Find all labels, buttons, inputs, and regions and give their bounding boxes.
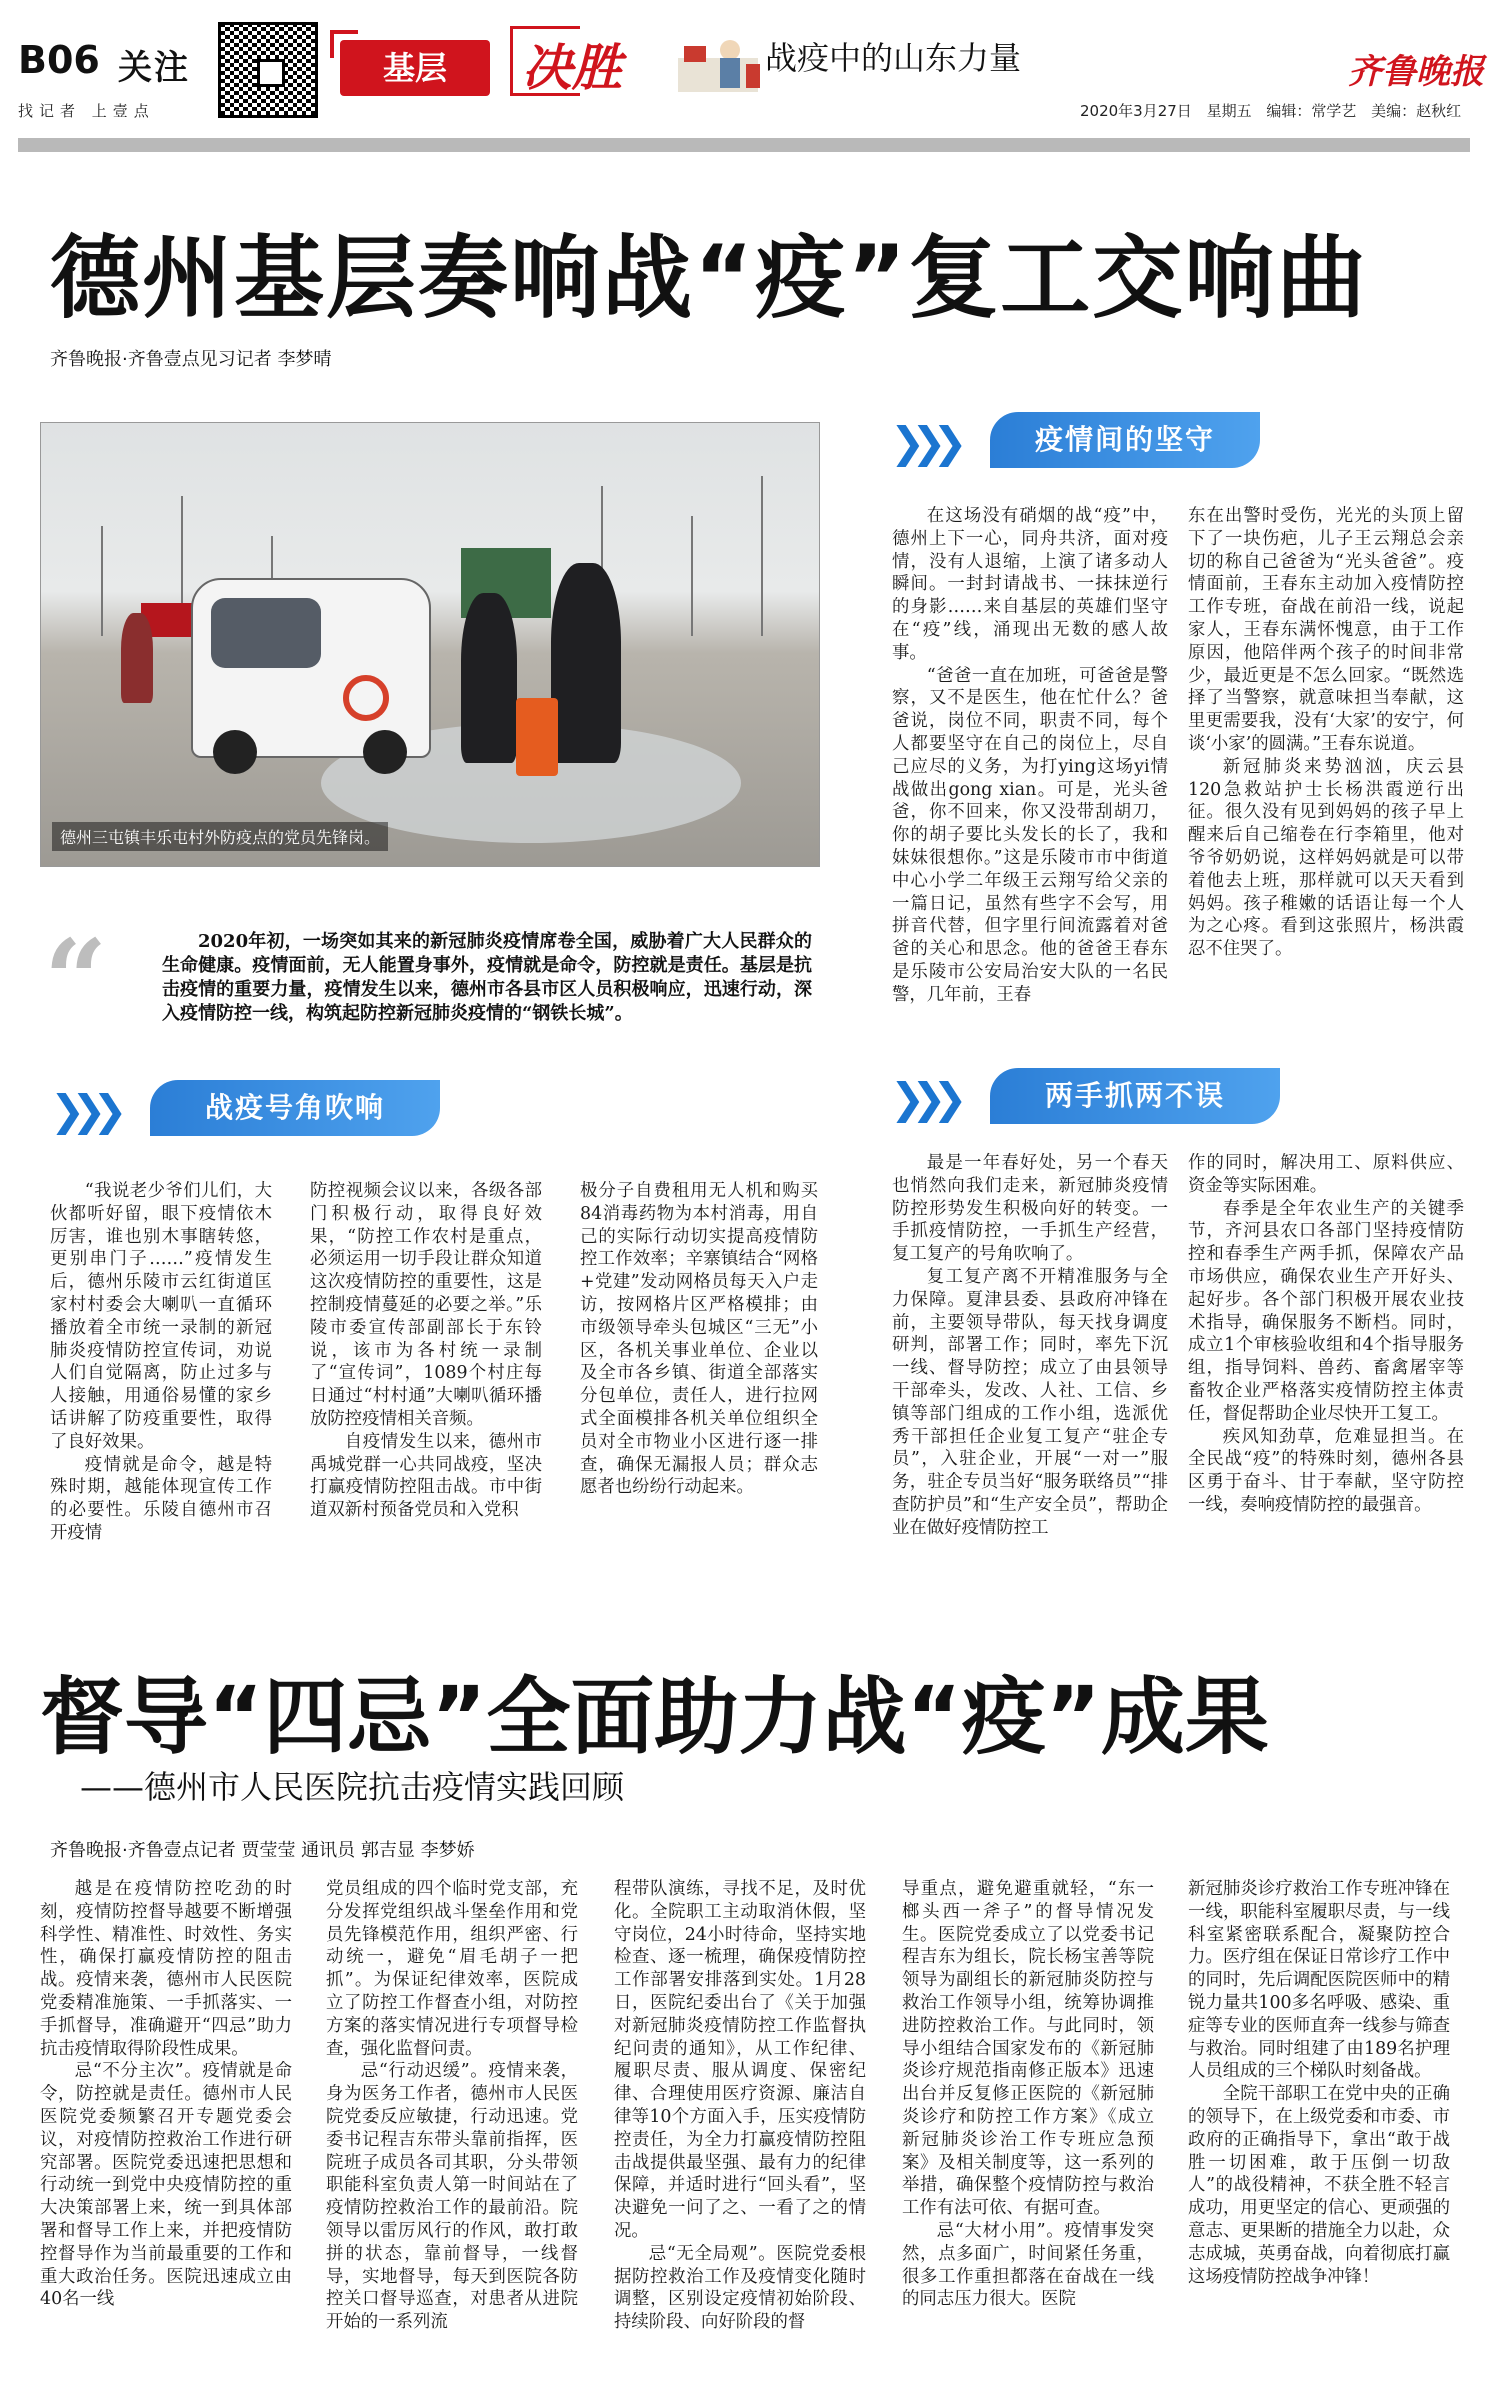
article-1-column — [50, 1180, 272, 1555]
paragraph: 忌“大材小用”。疫情事发突然，点多面广，时间紧任务重，很多工作重担都落在奋战在一线的同志压力很大。医院 — [902, 2220, 1154, 2310]
section-head-2-label: 战疫号角吹响 — [150, 1080, 440, 1136]
header-divider — [18, 138, 1470, 152]
article-2-column — [614, 1878, 866, 2373]
section-label: 关注 — [118, 48, 190, 88]
section-head-3-label: 两手抓两不误 — [990, 1068, 1280, 1124]
article-1-column — [892, 1152, 1168, 1557]
article-2-column — [40, 1878, 292, 2373]
article-2-column — [326, 1878, 578, 2373]
newspaper-brand: 齐鲁晚报 — [1348, 52, 1484, 92]
paragraph: 作的同时，解决用工、原料供应、资金等实际困难。 — [1188, 1153, 1464, 1196]
article-1-column — [1188, 1152, 1464, 1557]
paragraph: 忌“不分主次”。疫情就是命令，防控就是责任。德州市人民医院党委频繁召开专题党委会议，对疫情防控救治工作进行研究部署。医院党委迅速把思想和行动统一到党中央疫情防控的重大决策部署上来，统一到具体部署和督导工作上来，并把疫情防控督导作为当前最重要的工作和重大政治任务。医院迅速成立由40名一线 — [40, 2061, 292, 2310]
chevron-right-icon: ❯❯❯ — [890, 418, 954, 467]
article-2-headline: 督导“四忌”全面助力战“疫”成果 — [40, 1668, 1269, 1766]
issue-info: 2020年3月27日 星期五 编辑：常学艺 美编：赵秋红 — [1080, 102, 1462, 120]
banner-title: 战疫中的山东力量 — [765, 39, 1022, 77]
paragraph: 自疫情发生以来，德州市禹城党群一心共同战疫，坚决打赢疫情防控阻击战。市中街道双新村预备党员和入党积 — [310, 1431, 542, 1521]
paragraph: 最是一年春好处，另一个春天也悄然向我们走来，新冠肺炎疫情防控形势发生积极向好的转变。一手抓疫情防控，一手抓生产经营，复工复产的号角吹响了。 — [892, 1153, 1168, 1265]
paragraph: 全院干部职工在党中央的正确的领导下，在上级党委和市委、市政府的正确指导下，拿出“敢于战胜一切困难，敢于压倒一切敌人”的战役精神，不获全胜不轻言成功，用更坚定的信心、更顽强的意志、更果断的措施全力以赴，众志成城，英勇奋战，向着彻底打赢这场疫情防控战争冲锋！ — [1188, 2084, 1450, 2287]
banner-illustration-icon — [670, 28, 770, 98]
article-1-headline: 德州基层奏响战“疫”复工交响曲 — [50, 226, 1369, 331]
page-number: B06 — [18, 38, 100, 82]
qr-code-icon[interactable] — [218, 22, 318, 118]
article-2-column — [1188, 1878, 1450, 2373]
quote-mark-icon: “ — [44, 915, 108, 1044]
paragraph: “我说老少爷们儿们，大伙都听好留，眼下疫情依木厉害，谁也别木事瞎转悠，更别串门子……”疫情发生后，德州乐陵市云红街道匡家村村委会大喇叭一直循环播放着全市统一录制的新冠肺炎疫情防控宣传词，劝说人们自觉隔离，防止过多与人接触，用通俗易懂的家乡话讲解了防疫重要性，取得了良好效果。 — [50, 1181, 272, 1452]
article-1-column — [310, 1180, 542, 1555]
paragraph: 防控视频会议以来，各级各部门积极行动，取得良好效果，“防控工作农村是重点，必须运用一切手段让群众知道这次疫情防控的重要性，这是控制疫情蔓延的必要之举。”乐陵市委宣传部副部长于东铃说，该市为各村统一录制了“宣传词”，1089个村庄每日通过“村村通”大喇叭循环播放防控疫情相关音频。 — [310, 1181, 542, 1429]
paragraph: 忌“行动迟缓”。疫情来袭，身为医务工作者，德州市人民医院党委反应敏捷，行动迅速。党委书记程吉东带头靠前指挥，医院班子成员各司其职，分头带领职能科室负责人第一时间站在了疫情防控救治工作的最前沿。院领导以雷厉风行的作风，敢打敢拼的状态，靠前督导，一线督导，实地督导，每天到医院各防控关口督导巡查，对患者从进院开始的一系列流 — [326, 2061, 578, 2333]
paragraph: 东在出警时受伤，光光的头顶上留下了一块伤疤，儿子王云翔总会亲切的称自己爸爸为“光头爸爸”。疫情面前，王春东主动加入疫情防控工作专班，奋战在前沿一线，说起家人，王春东满怀愧意，由于工作原因，他陪伴两个孩子的时间非常少，最近更是不怎么回家。“既然选择了当警察，就意味担当奉献，这里更需要我，没有‘大家’的安宁，何谈‘小家’的圆满。”王春东说道。 — [1188, 506, 1464, 754]
paragraph: 在这场没有硝烟的战“疫”中，德州上下一心，同舟共济，面对疫情，没有人退缩，上演了诸多动人瞬间。一封封请战书、一抹抹逆行的身影……来自基层的英雄们坚守在“疫”线，涌现出无数的感人故事。 — [892, 506, 1168, 663]
paragraph: 程带队演练，寻找不足，及时优化。全院职工主动取消休假，坚守岗位，24小时待命，坚持实地检查、逐一梳理，确保疫情防控工作部署安排落到实处。1月28日，医院纪委出台了《关于加强对新冠肺炎疫情防控工作监督执纪问责的通知》，从工作纪律、履职尽责、服从调度、保密纪律、合理使用医疗资源、廉洁自律等10个方面入手，压实疫情防控责任，为全力打赢疫情防控阻击战提供最坚强、最有力的纪律保障，并适时进行“回头看”，坚决避免一问了之、一看了之的情况。 — [614, 1879, 866, 2241]
article-1-intro: 2020年初，一场突如其来的新冠肺炎疫情席卷全国，威胁着广大人民群众的生命健康。疫情面前，无人能置身事外，疫情就是命令，防控就是责任。基层是抗击疫情的重要力量，疫情发生以来，德州市各县市区人员积极响应，迅速行动，深入疫情防控一线，构筑起防控新冠肺炎疫情的“钢铁长城”。 — [162, 931, 812, 1024]
article-1-column — [1188, 505, 1464, 1020]
article-1-column — [580, 1180, 818, 1555]
article-2-subtitle: ——德州市人民医院抗击疫情实践回顾 — [80, 1768, 625, 1806]
paragraph: 新冠肺炎来势汹汹，庆云县120急救站护士长杨洪霞逆行出征。很久没有见到妈妈的孩子早上醒来后自己缩卷在行李箱里，他对爷爷奶奶说，这样妈妈就是可以带着他去上班，那样就可以天天看到妈妈。孩子稚嫩的话语让每一个人为之心疼。看到这张照片，杨洪霞忍不住哭了。 — [1188, 756, 1464, 960]
section-subtitle: 找记者 上壹点 — [18, 102, 155, 120]
article-1-column — [892, 505, 1168, 1020]
article-2-byline: 齐鲁晚报·齐鲁壹点记者 贾莹莹 通讯员 郭吉显 李梦娇 — [50, 1840, 475, 1861]
paragraph: 忌“无全局观”。医院党委根据防控救治工作及疫情变化随时调整，区别设定疫情初始阶段、持续阶段、向好阶段的督 — [614, 2243, 866, 2333]
paragraph: 疾风知劲草，危难显担当。在全民战“疫”的特殊时刻，德州各县区勇于奋斗、甘于奉献，坚守防控一线，奏响疫情防控的最强音。 — [1188, 1426, 1464, 1515]
chevron-right-icon: ❯❯❯ — [50, 1086, 114, 1135]
section-head-2 — [50, 1080, 450, 1136]
paragraph: 极分子自费租用无人机和购买84消毒药物为本村消毒，用自己的实际行动切实提高疫情防控工作效率；辛寨镇结合“网格+党建”发动网格员每天入户走访，按网格片区严格模排；由市级领导牵头包城区“三无”小区，各机关事业单位、企业以及全市各乡镇、街道全部落实分包单位，责任人，进行拉网式全面模排各机关单位组织全员对全市物业小区进行逐一排查，确保无漏报人员；群众志愿者也纷纷行动起来。 — [580, 1181, 818, 1498]
chevron-right-icon: ❯❯❯ — [890, 1074, 954, 1123]
photo-caption: 德州三屯镇丰乐屯村外防疫点的党员先锋岗。 — [52, 822, 388, 851]
column-badge: 基层 — [340, 40, 490, 96]
article-1-byline: 齐鲁晚报·齐鲁壹点见习记者 李梦晴 — [50, 349, 332, 370]
paragraph: 春季是全年农业生产的关键季节，齐河县农口各部门坚持疫情防控和春季生产两手抓，保障农产品市场供应，确保农业生产开好头、起好步。各个部门积极开展农业技术指导，确保服务不断档。同时，成立1个审核验收组和4个指导服务组，指导饲料、兽药、畜禽屠宰等畜牧企业严格落实疫情防控主体责任，督促帮助企业尽快开工复工。 — [1188, 1198, 1464, 1424]
paragraph: 复工复产离不开精准服务与全力保障。夏津县委、县政府冲锋在前，主要领导带队，每天找身调度研判，部署工作；同时，率先下沉一线、督导防控；成立了由县领导干部牵头，发改、人社、工信、乡镇等部门组成的工作小组，选派优秀干部担任企业复工复产“驻企专员”，入驻企业，开展“一对一”服务，驻企专员当好“服务联络员”“排查防护员”和“生产安全员”，帮助企业在做好疫情防控工 — [892, 1266, 1168, 1538]
article-2-column — [902, 1878, 1154, 2373]
paragraph: “爸爸一直在加班，可爸爸是警察，又不是医生，他在忙什么？爸爸说，岗位不同，职责不同，每个人都要坚守在自己的岗位上，尽自己应尽的义务，为打ying这场yi情战做出gong xian。可是，光头爸爸，你不回来，你又没带刮胡刀，你的胡子要比头发长的长了，我和妹妹很想你。”这是乐陵市市中街道中心小学二年级王云翔写给父亲的一篇日记，虽然有些字不会写，用拼音代替，但字里行间流露着对爸爸的关心和思念。他的爸爸王春东是乐陵市公安局治安大队的一名民警，几年前，王春 — [892, 665, 1168, 1005]
logo-mark: 决胜 — [522, 38, 622, 97]
paragraph: 越是在疫情防控吃劲的时刻，疫情防控督导越要不断增强科学性、精准性、时效性、务实性，确保打赢疫情防控的阻击战。疫情来袭，德州市人民医院党委精准施策、一手抓落实、一手抓督导，准确避开“四忌”助力抗击疫情取得阶段性成果。 — [40, 1879, 292, 2059]
section-head-3 — [890, 1068, 1290, 1124]
article-1-photo — [40, 422, 820, 867]
section-head-1 — [890, 412, 1270, 468]
paragraph: 新冠肺炎诊疗救治工作专班冲锋在一线，职能科室履职尽责，与一线科室紧密联系配合，凝聚防控合力。医疗组在保证日常诊疗工作中的同时，先后调配医院医师中的精锐力量共100多名呼吸、感染、重症等专业的医师直奔一线参与筛查与救治。同时组建了由189名护理人员组成的三个梯队时刻备战。 — [1188, 1879, 1450, 2082]
section-head-1-label: 疫情间的坚守 — [990, 412, 1260, 468]
paragraph: 导重点，避免避重就轻，“东一榔头西一斧子”的督导情况发生。医院党委成立了以党委书记程吉东为组长，院长杨宝善等院领导为副组长的新冠肺炎防控与救治工作领导小组，统筹协调推进防控救治工作。与此同时，领导小组结合国家发布的《新冠肺炎诊疗规范指南修正版本》迅速出台并反复修正医院的《新冠肺炎诊疗和防控工作方案》《成立新冠肺炎诊治工作专班应急预案》及相关制度等，这一系列的举措，确保整个疫情防控与救治工作有法可依、有据可查。 — [902, 1879, 1154, 2219]
paragraph: 疫情就是命令，越是特殊时期，越能体现宣传工作的必要性。乐陵自德州市召开疫情 — [50, 1454, 272, 1543]
paragraph: 党员组成的四个临时党支部，充分发挥党组织战斗堡垒作用和党员先锋模范作用，组织严密、行动统一，避免“眉毛胡子一把抓”。为保证纪律效率，医院成立了防控工作督查小组，对防控方案的落实情况进行专项督导检查，强化监督问责。 — [326, 1879, 578, 2059]
